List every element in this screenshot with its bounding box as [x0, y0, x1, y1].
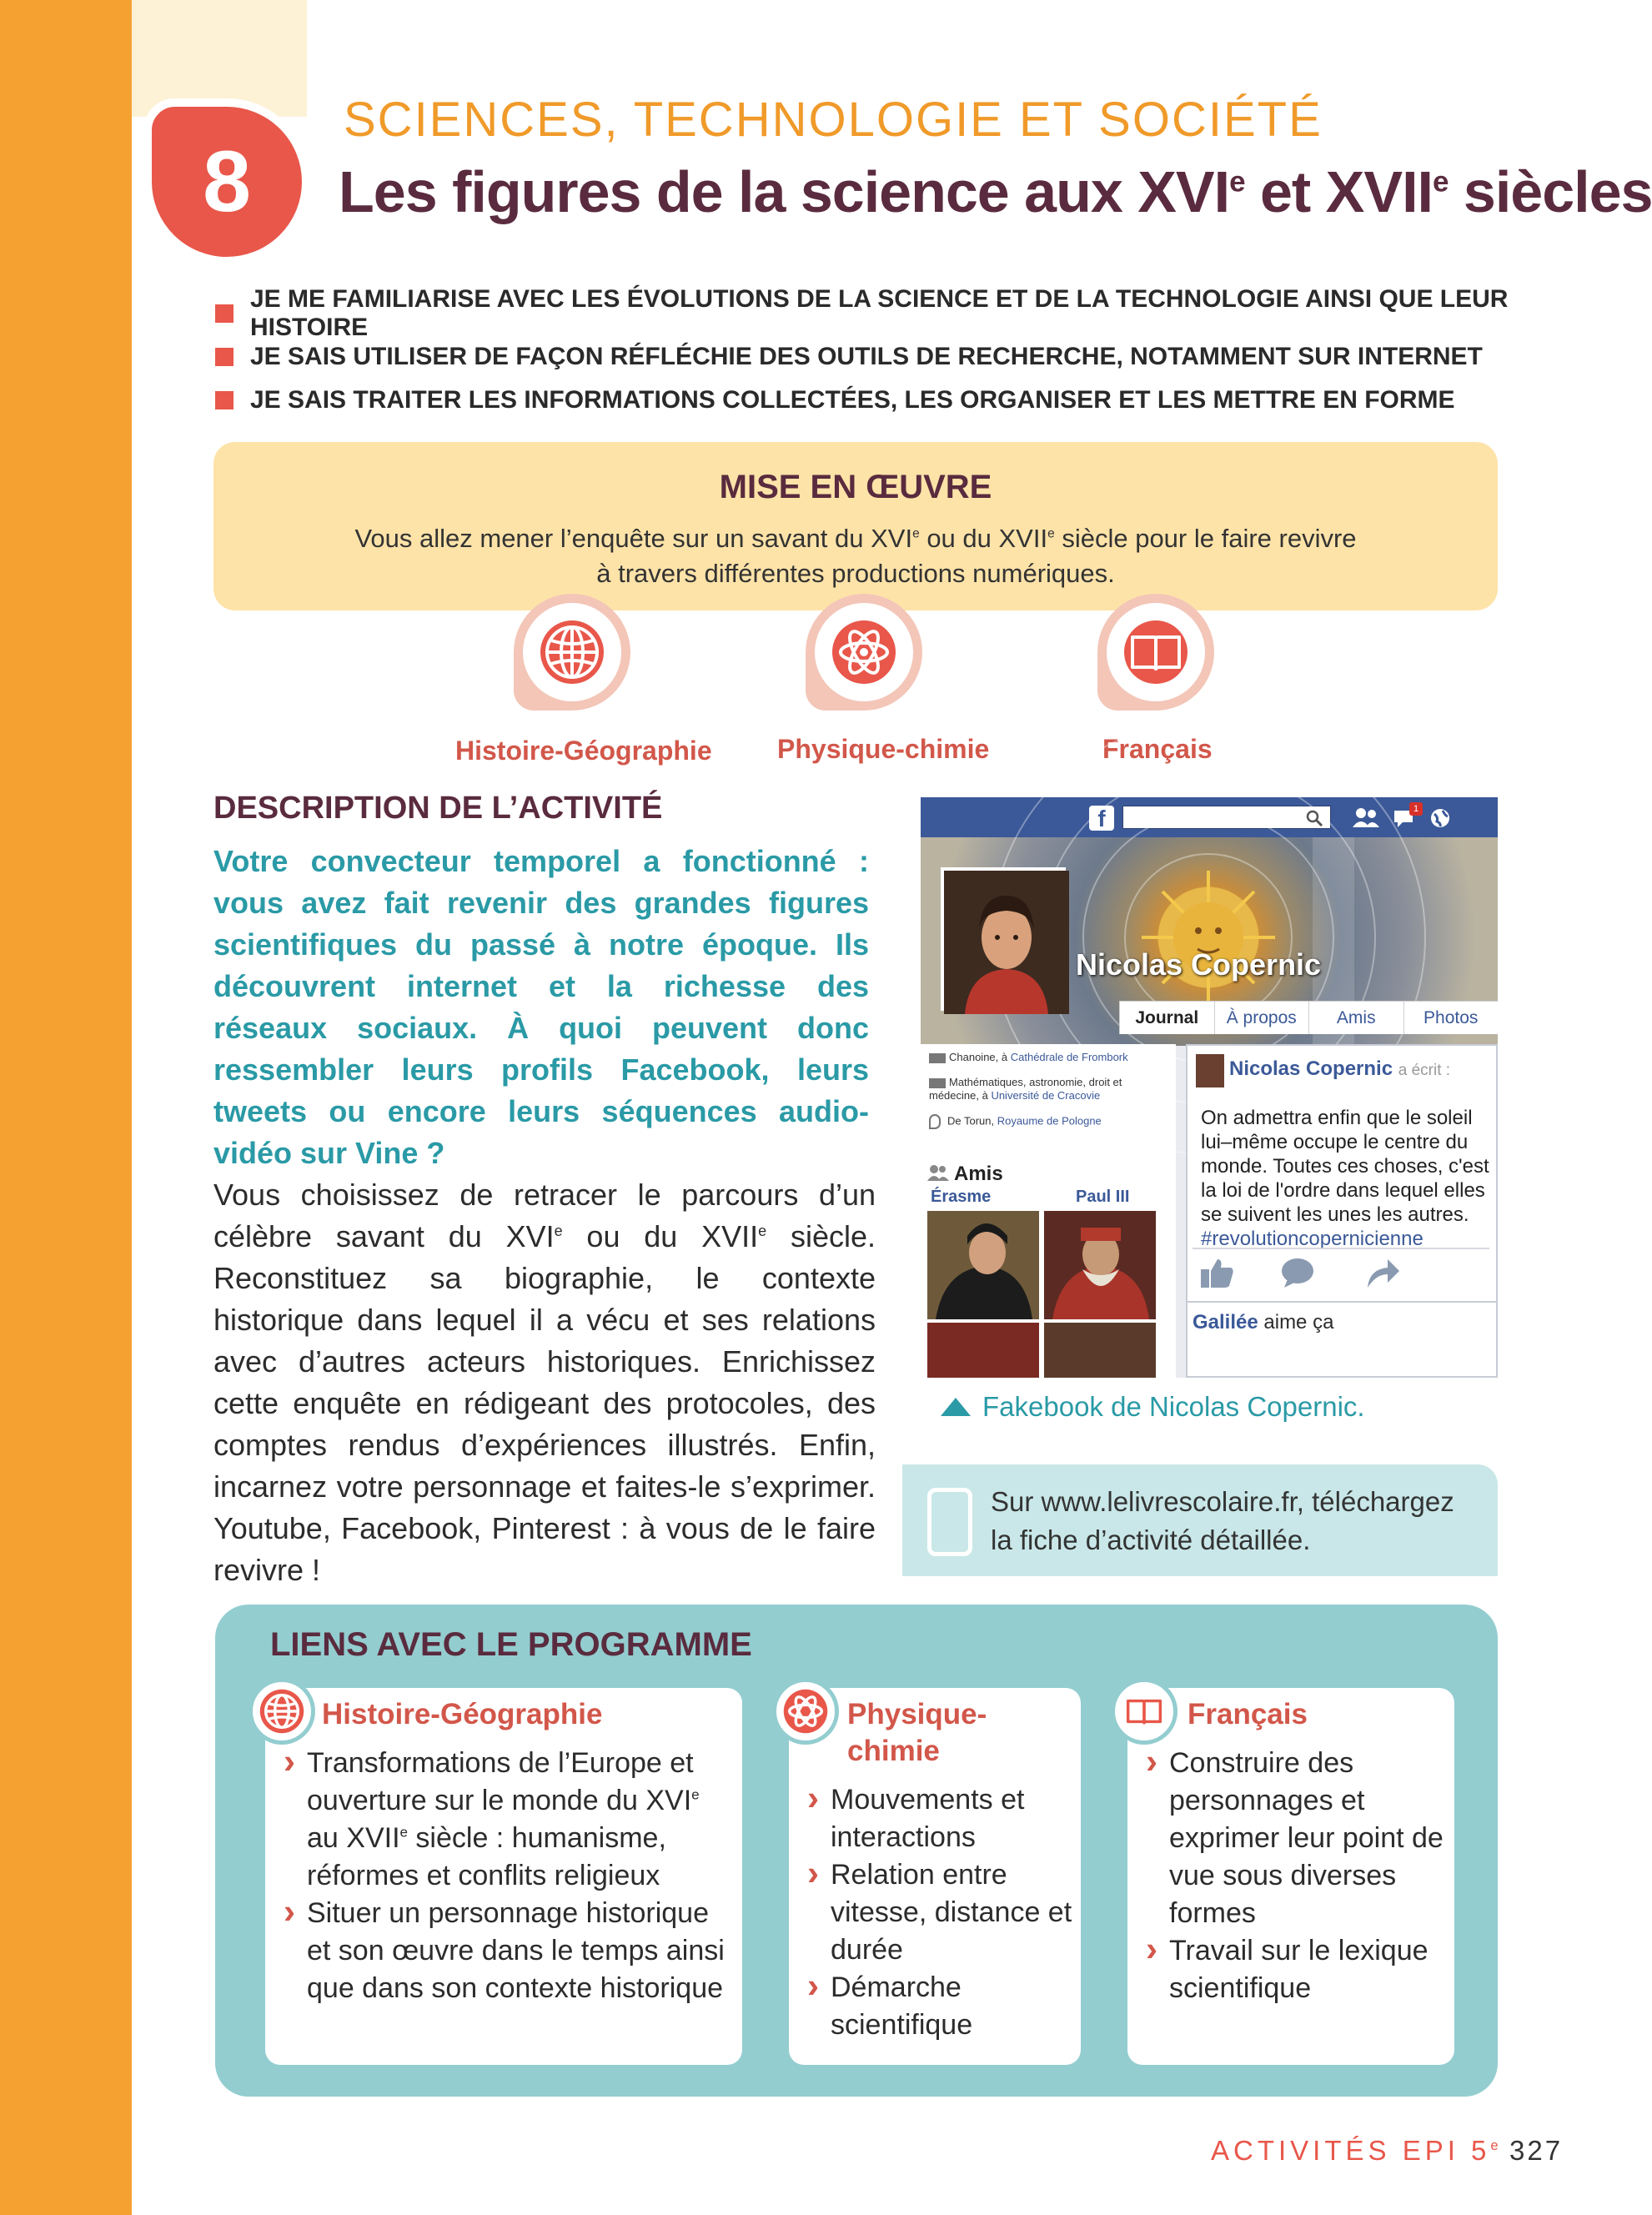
- mise-en-oeuvre-title: MISE EN ŒUVRE: [719, 469, 992, 505]
- bullet-square-icon: [215, 348, 233, 366]
- download-text: Sur www.lelivrescolaire.fr, téléchargez la fiche d’activité détaillée.: [991, 1486, 1454, 1555]
- description-title: DESCRIPTION DE L’ACTIVITÉ: [213, 791, 663, 826]
- info-education: Mathématiques, astronomie, droit et médecine, à Université de Cracovie: [929, 1076, 1122, 1102]
- objective-item: JE SAIS UTILISER DE FAÇON RÉFLÉCHIE DES OUTILS DE RECHERCHE, NOTAMMENT SUR INTERNET: [215, 335, 1601, 379]
- friend-photo-paul-iii[interactable]: [1044, 1211, 1156, 1319]
- fakebook-caption: Fakebook de Nicolas Copernic.: [941, 1391, 1365, 1423]
- description-lead: Votre convecteur temporel a fonctionné : vous avez fait revenir des grandes figures scientifiques du passé à notre époque. Ils découvrent internet et la richesse des réseaux sociaux. À quoi peuvent donc ressembler leurs profils Facebook, leurs tweets ou encore leurs séquences audio-vidéo sur Vine ?: [213, 844, 869, 1170]
- book-icon: [1111, 1678, 1177, 1745]
- subject-label-francais: Français: [1102, 734, 1213, 764]
- info-hometown: De Torun, Royaume de Pologne: [929, 1114, 1167, 1129]
- friend-name-erasme[interactable]: Érasme: [931, 1188, 992, 1206]
- objective-item: JE ME FAMILIARISE AVEC LES ÉVOLUTIONS DE LA SCIENCE ET DE LA TECHNOLOGIE AINSI QUE LEUR HISTOIRE: [215, 292, 1601, 335]
- list-item: › Mouvements et interactions: [807, 1781, 1074, 1856]
- briefcase-icon: [929, 1053, 946, 1063]
- objectives-list: [215, 285, 1601, 422]
- lien-head-francais: Français: [1188, 1698, 1308, 1730]
- info-education-link[interactable]: Université de Cracovie: [991, 1089, 1101, 1102]
- post-likes: Galilée aime ça: [1188, 1301, 1496, 1348]
- post-avatar: [1196, 1054, 1224, 1087]
- atom-icon: [806, 594, 922, 711]
- objective-item: JE SAIS TRAITER LES INFORMATIONS COLLECTÉES, LES ORGANISER ET LES METTRE EN FORME: [215, 379, 1601, 422]
- subject-label-histoire: Histoire-Géographie: [455, 736, 712, 766]
- fakebook-profile: [921, 797, 1498, 1378]
- globe-icon[interactable]: [1429, 807, 1451, 829]
- friend-photo-4[interactable]: [1044, 1323, 1156, 1378]
- triangle-icon: [941, 1398, 971, 1416]
- list-item: › Démarche scientifique: [807, 1969, 1074, 2044]
- bullet-square-icon: [215, 391, 233, 409]
- post-text: On admettra enfin que le soleil lui–même occupe le centre du monde. Toutes ces choses, c'est la loi de l'ordre dans lequel elles se suivent les unes les autres. #revolutioncopernicienne: [1201, 1107, 1489, 1250]
- mise-en-oeuvre-text: Vous allez mener l’enquête sur un savant du XVIe ou du XVIIe siècle pour le faire revivre à travers différentes productions numériques.: [354, 524, 1357, 588]
- post-header: Nicolas Copernic a écrit :: [1229, 1057, 1451, 1080]
- list-item: › Travail sur le lexique scientifique: [1146, 1932, 1446, 2007]
- fakebook-topbar: [921, 797, 1498, 837]
- page-title: Les figures de la science aux XVIe et XVIIe siècles: [339, 159, 1652, 224]
- book-icon: [1097, 594, 1214, 711]
- list-item: › Situer un personnage historique et son œuvre dans le temps ainsi que dans son contexte historique: [284, 1895, 734, 2007]
- friend-photo-erasme[interactable]: [927, 1211, 1039, 1319]
- lien-head-histoire: Histoire-Géographie: [322, 1698, 603, 1730]
- friend-name-paul-iii[interactable]: Paul III: [1076, 1188, 1130, 1206]
- tab-amis[interactable]: Amis: [1308, 1002, 1403, 1034]
- comment-icon[interactable]: [1279, 1256, 1316, 1289]
- friends-title: Amis: [954, 1163, 1003, 1185]
- globe-icon: [249, 1678, 315, 1745]
- location-pin-icon: [929, 1114, 941, 1129]
- footer-section-label: ACTIVITÉS EPI 5e: [1211, 2135, 1503, 2166]
- info-hometown-link[interactable]: Royaume de Pologne: [997, 1114, 1102, 1128]
- info-work-link[interactable]: Cathédrale de Frombork: [1010, 1051, 1128, 1063]
- tab-journal[interactable]: Journal: [1119, 1002, 1214, 1034]
- search-icon: [1305, 809, 1323, 827]
- lien-head-physique: Physique- chimie: [847, 1698, 987, 1767]
- fakebook-post: [1186, 1044, 1498, 1378]
- post-actions: [1193, 1248, 1489, 1296]
- post-hashtag[interactable]: #revolutioncopernicienne: [1201, 1228, 1424, 1250]
- liens-programme-title: LIENS AVEC LE PROGRAMME: [270, 1626, 752, 1663]
- list-item: › Transformations de l’Europe et ouverture sur le monde du XVIe au XVIIe siècle : humanisme, réformes et conflits religieux: [284, 1745, 734, 1895]
- description-body: Vous choisissez de retracer le parcours d’un célèbre savant du XVIe ou du XVIIe siècle. Reconstituez sa biographie, le contexte historique dans lequel il a vécu et ses relations avec d’autres acteurs historiques. Enrichissez cette enquête en rédigeant des protocoles, des comptes rendus d’expériences illustrés. Enfin, incarnez votre personnage et faites-le s’exprimer. Youtube, Facebook, Pinterest : à vous de le faire revivre !: [213, 1178, 876, 1587]
- chapter-number-badge: 8: [143, 98, 310, 265]
- fakebook-friends-panel: [921, 1158, 1176, 1378]
- subject-label-physique: Physique-chimie: [777, 734, 990, 764]
- notification-badge: 1: [1409, 802, 1423, 816]
- lien-list-francais: [1146, 1745, 1446, 2007]
- info-work: Chanoine, à Cathédrale de Frombork: [929, 1051, 1167, 1064]
- liens-programme-box: [215, 1605, 1498, 2097]
- list-item: › Relation entre vitesse, distance et durée: [807, 1856, 1074, 1969]
- tab-a-propos[interactable]: À propos: [1214, 1002, 1309, 1034]
- graduation-cap-icon: [929, 1078, 946, 1088]
- like-author[interactable]: Galilée: [1193, 1311, 1258, 1334]
- lien-list-histoire: [284, 1745, 734, 2007]
- download-box[interactable]: [902, 1464, 1498, 1576]
- friend-photo-3[interactable]: [927, 1323, 1039, 1378]
- atom-icon: [772, 1678, 839, 1745]
- fakebook-profile-name: Nicolas Copernic: [1076, 947, 1322, 982]
- lien-list-physique: [807, 1781, 1074, 2044]
- tab-photos[interactable]: Photos: [1403, 1002, 1499, 1034]
- section-kicker: SCIENCES, TECHNOLOGIE ET SOCIÉTÉ: [344, 93, 1323, 147]
- smartphone-icon: [927, 1488, 972, 1556]
- friends-icon[interactable]: [1351, 807, 1381, 827]
- bullet-square-icon: [215, 304, 233, 323]
- fakebook-profile-picture: [941, 867, 1066, 1011]
- facebook-logo: f: [1089, 806, 1114, 831]
- page-number: 327: [1509, 2135, 1564, 2166]
- list-item: › Construire des personnages et exprimer leur point de vue sous diverses formes: [1146, 1745, 1446, 1932]
- friends-icon: [927, 1164, 949, 1181]
- mise-en-oeuvre-box: [213, 442, 1498, 610]
- orange-margin-strip: [0, 0, 132, 2215]
- globe-icon: [514, 594, 630, 711]
- fakebook-tabs: [1119, 1001, 1498, 1034]
- like-icon[interactable]: [1199, 1256, 1236, 1289]
- share-icon[interactable]: [1364, 1256, 1401, 1289]
- post-author[interactable]: Nicolas Copernic: [1229, 1057, 1393, 1080]
